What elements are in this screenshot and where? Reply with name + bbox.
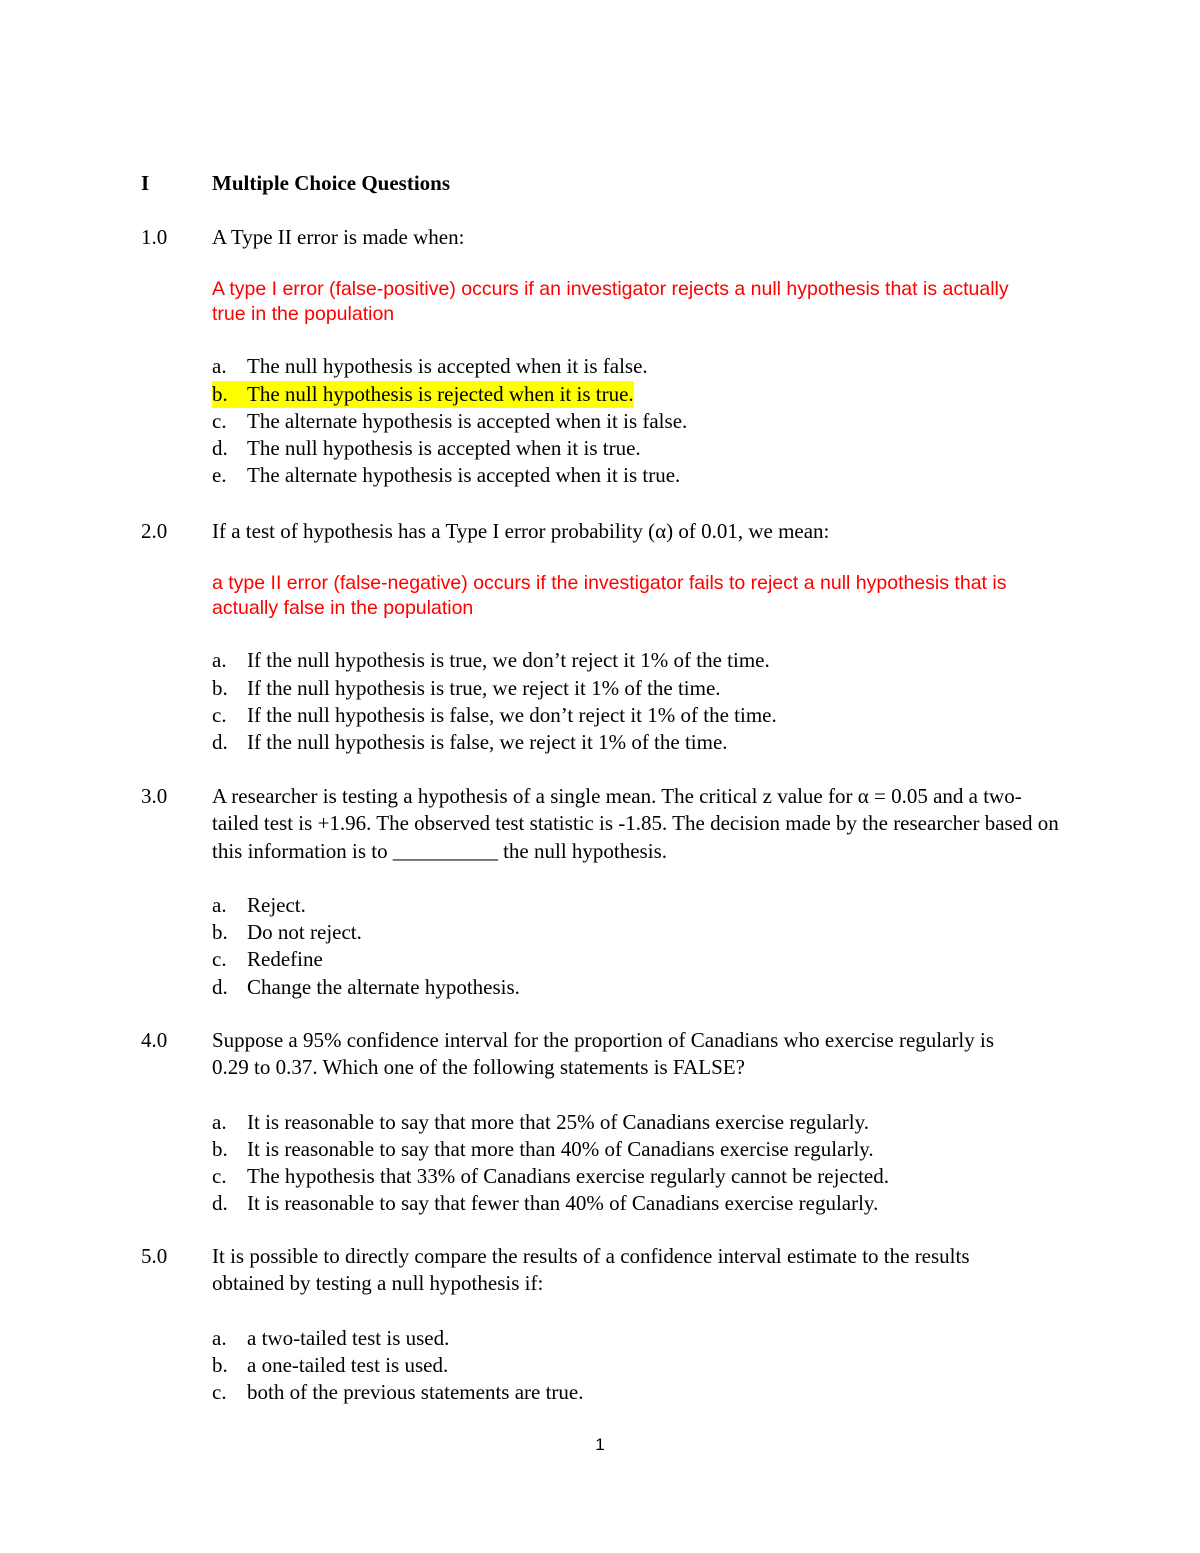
question-number: 5.0: [141, 1244, 168, 1268]
question-number: 2.0: [141, 519, 168, 543]
option-list: [212, 1109, 1081, 1218]
question-5: [141, 1243, 1081, 1422]
answer-note: A type I error (false-positive) occurs if an investigator rejects a null hypothesis that is actually true in the population: [212, 278, 1009, 325]
option-item: a. Reject.: [212, 892, 306, 917]
answer-note: a type II error (false-negative) occurs if the investigator fails to reject a null hypothesis that is actually false in the population: [212, 572, 1007, 619]
question-number: 3.0: [141, 784, 168, 808]
option-item: d. Change the alternate hypothesis.: [212, 974, 520, 999]
option-item: c. The alternate hypothesis is accepted when it is false.: [212, 408, 688, 433]
question-text: A researcher is testing a hypothesis of a single mean. The critical z value for α = 0.05 and a two-tailed test is +1.96. The observed test statistic is -1.85. The decision made by the researcher based on this information is to __________ the null hypothesis.: [212, 784, 1059, 863]
option-item: a. If the null hypothesis is true, we don’t reject it 1% of the time.: [212, 648, 770, 673]
question-1: [141, 224, 1081, 505]
option-list: [212, 1325, 1081, 1407]
question-text: If a test of hypothesis has a Type I error probability (α) of 0.01, we mean:: [212, 519, 830, 543]
option-item: c. both of the previous statements are true.: [212, 1380, 584, 1404]
option-item: c. The hypothesis that 33% of Canadians exercise regularly cannot be rejected.: [212, 1164, 890, 1188]
option-list: [212, 647, 1081, 756]
option-item: c. If the null hypothesis is false, we don’t reject it 1% of the time.: [212, 702, 777, 727]
section-title: Multiple Choice Questions: [212, 171, 451, 195]
section-heading: [141, 170, 450, 197]
question-number: 4.0: [141, 1028, 168, 1052]
option-item-highlighted: [212, 381, 1081, 408]
option-item: a. The null hypothesis is accepted when it is false.: [212, 354, 648, 379]
option-item: a. It is reasonable to say that more that 25% of Canadians exercise regularly.: [212, 1109, 870, 1134]
option-item: a. a two-tailed test is used.: [212, 1325, 450, 1350]
option-item: b. Do not reject.: [212, 920, 362, 945]
option-item: d. It is reasonable to say that fewer than 40% of Canadians exercise regularly.: [212, 1191, 879, 1216]
option-list: [212, 353, 1081, 489]
option-item: b. a one-tailed test is used.: [212, 1352, 449, 1377]
question-text: It is possible to directly compare the results of a confidence interval estimate to the results obtained by testing a null hypothesis if:: [212, 1244, 970, 1296]
option-item: d. If the null hypothesis is false, we reject it 1% of the time.: [212, 729, 728, 754]
option-item: c. Redefine: [212, 947, 323, 972]
question-number: 1.0: [141, 225, 168, 249]
question-2: [141, 518, 1081, 772]
question-3: [141, 783, 1081, 1017]
question-text: A Type II error is made when:: [212, 225, 465, 249]
question-text: Suppose a 95% confidence interval for the proportion of Canadians who exercise regularly is 0.29 to 0.37. Which one of the following statements is FALSE?: [212, 1028, 995, 1080]
text-highlight: b. The null hypothesis is rejected when it is true.: [212, 381, 634, 408]
question-4: [141, 1027, 1081, 1233]
option-item: d. The null hypothesis is accepted when it is true.: [212, 435, 641, 460]
option-item: e. The alternate hypothesis is accepted when it is true.: [212, 463, 681, 488]
option-item: b. If the null hypothesis is true, we reject it 1% of the time.: [212, 675, 721, 700]
page-number: 1: [595, 1435, 605, 1454]
option-list: [212, 892, 1081, 1001]
option-item: b. It is reasonable to say that more than 40% of Canadians exercise regularly.: [212, 1136, 874, 1161]
section-number: I: [141, 171, 150, 195]
